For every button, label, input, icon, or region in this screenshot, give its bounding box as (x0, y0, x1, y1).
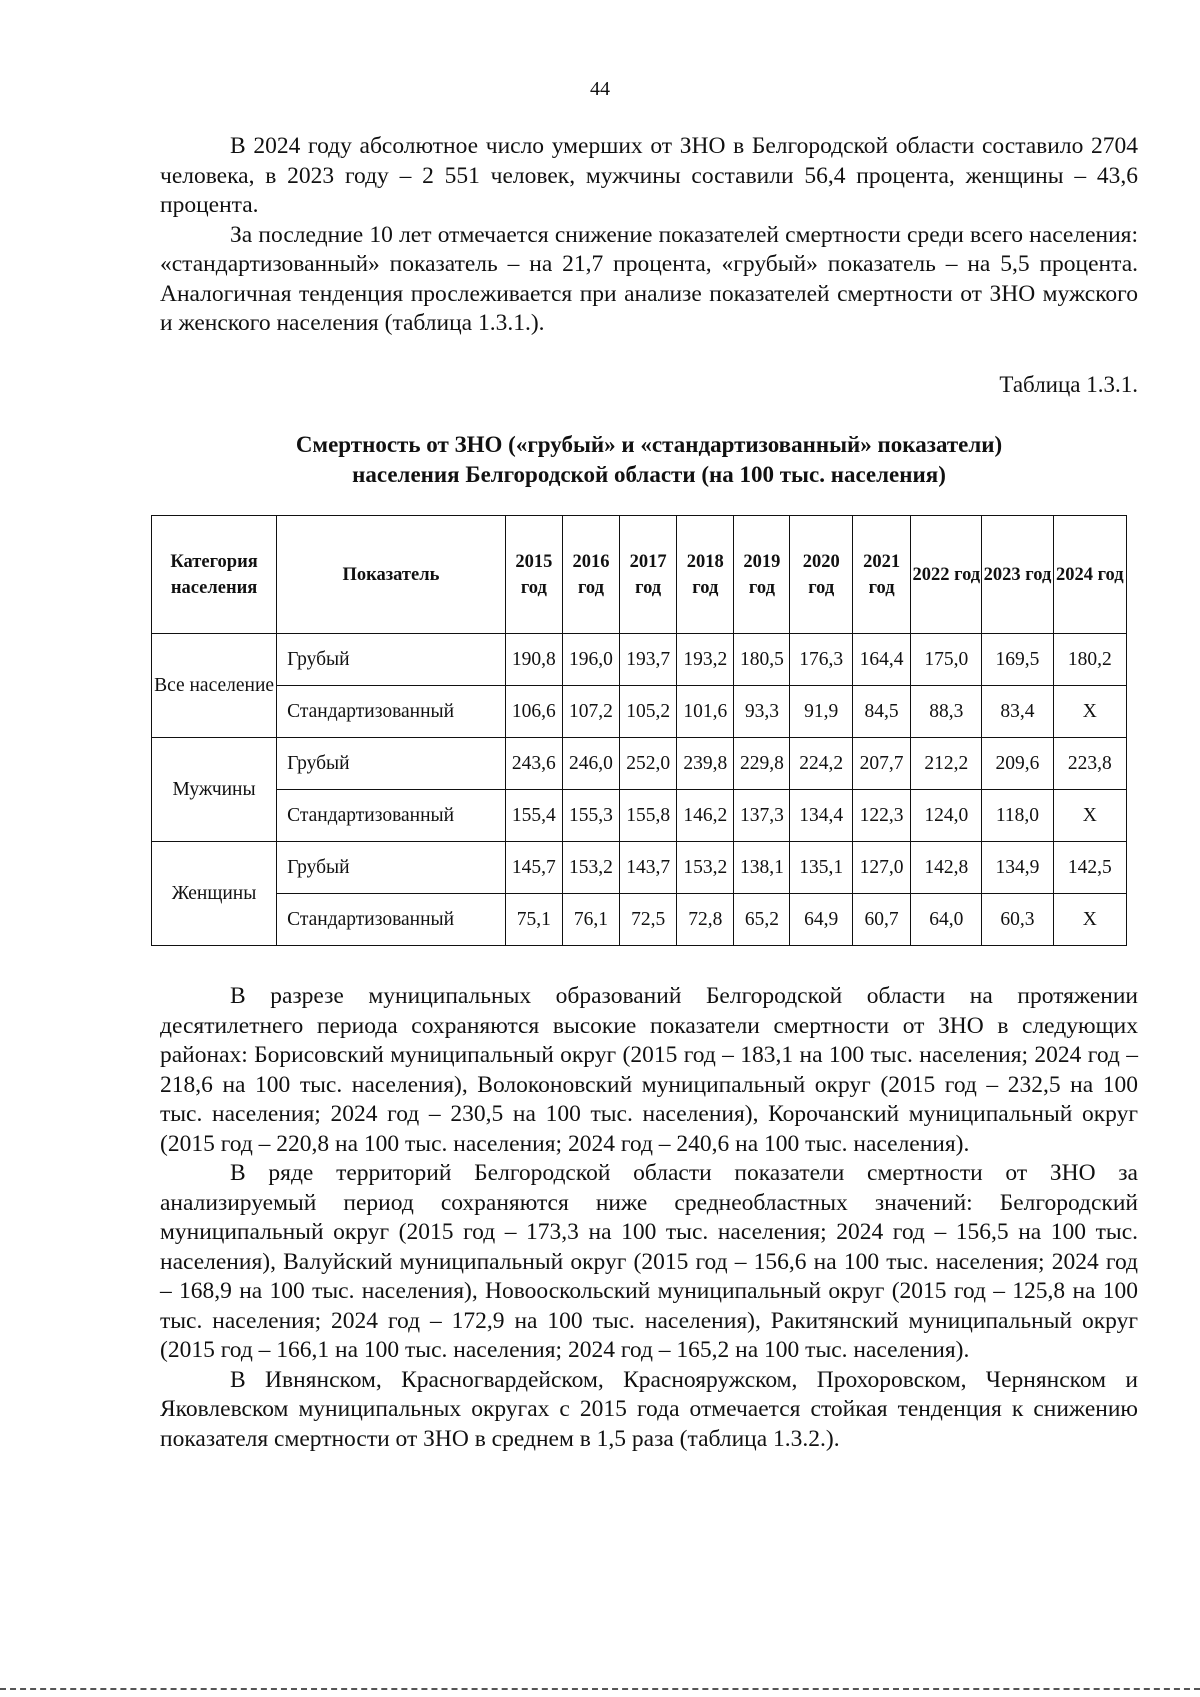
value-cell: 60,7 (853, 894, 911, 946)
paragraph: За последние 10 лет отмечается снижение показателей смертности среди всего населения: «стандартизованный» показатель – на 21,7 процента, «грубый» показатель – на 5,5 процента. Аналогичная тенденция прослеживается при анализе показателей смертности от ЗНО мужского и женского населения (таблица 1.3.1.). (160, 221, 1138, 336)
value-cell: 107,2 (562, 686, 619, 738)
category-cell: Мужчины (152, 738, 277, 842)
mortality-table (151, 515, 1127, 946)
value-cell: X (1053, 894, 1126, 946)
value-cell: 91,9 (790, 686, 853, 738)
value-cell: 127,0 (853, 842, 911, 894)
value-cell: 252,0 (620, 738, 677, 790)
value-cell: 153,2 (562, 842, 619, 894)
header-year: 2019 год (734, 516, 790, 634)
table-row (152, 686, 1127, 738)
indicator-cell: Стандартизованный (277, 894, 506, 946)
paragraph: В ряде территорий Белгородской области показатели смертности от ЗНО за анализируемый период сохраняются ниже среднеобластных значений: Белгородский муниципальный округ (2015 год – 173,3 на 100 тыс. населения; 2024 год – 156,5 на 100 тыс. населения), Валуйский муниципальный округ (2015 год – 156,6 на 100 тыс. населения; 2024 год – 168,9 на 100 тыс. населения), Новооскольский муниципальный округ (2015 год – 125,8 на 100 тыс. населения; 2024 год – 172,9 на 100 тыс. населения), Ракитянский муниципальный округ (2015 год – 166,1 на 100 тыс. населения; 2024 год – 165,2 на 100 тыс. населения). (160, 1160, 1138, 1363)
value-cell: 135,1 (790, 842, 853, 894)
analysis-text (160, 982, 1138, 1454)
value-cell: 155,4 (505, 790, 562, 842)
value-cell: 83,4 (982, 686, 1053, 738)
indicator-cell: Грубый (277, 842, 506, 894)
value-cell: 224,2 (790, 738, 853, 790)
value-cell: 243,6 (505, 738, 562, 790)
value-cell: 223,8 (1053, 738, 1126, 790)
value-cell: 101,6 (677, 686, 734, 738)
value-cell: 212,2 (911, 738, 982, 790)
value-cell: X (1053, 686, 1126, 738)
value-cell: 142,5 (1053, 842, 1126, 894)
value-cell: 60,3 (982, 894, 1053, 946)
category-cell: Все население (152, 634, 277, 738)
table-row (152, 894, 1127, 946)
value-cell: 193,2 (677, 634, 734, 686)
table-label: Таблица 1.3.1. (999, 372, 1138, 397)
value-cell: 65,2 (734, 894, 790, 946)
table-row (152, 842, 1127, 894)
table-title (160, 430, 1138, 490)
table-row (152, 790, 1127, 842)
value-cell: 72,8 (677, 894, 734, 946)
header-year: 2022 год (911, 516, 982, 634)
value-cell: 164,4 (853, 634, 911, 686)
page-number: 44 (590, 78, 610, 100)
value-cell: 153,2 (677, 842, 734, 894)
category-cell: Женщины (152, 842, 277, 946)
table-header-row (152, 516, 1127, 634)
indicator-cell: Грубый (277, 738, 506, 790)
value-cell: 124,0 (911, 790, 982, 842)
value-cell: 105,2 (620, 686, 677, 738)
value-cell: 180,5 (734, 634, 790, 686)
value-cell: 143,7 (620, 842, 677, 894)
paragraph: В Ивнянском, Красногвардейском, Краснояружском, Прохоровском, Чернянском и Яковлевском муниципальных округах с 2015 года отмечается стойкая тенденция к снижению показателя смертности от ЗНО в среднем в 1,5 раза (таблица 1.3.2.). (160, 1366, 1138, 1452)
value-cell: 145,7 (505, 842, 562, 894)
value-cell: 246,0 (562, 738, 619, 790)
header-year: 2017 год (620, 516, 677, 634)
value-cell: 84,5 (853, 686, 911, 738)
table-title-line: Смертность от ЗНО («грубый» и «стандартизованный» показатели) (295, 432, 1003, 457)
header-year: 2023 год (982, 516, 1053, 634)
table-row (152, 738, 1127, 790)
value-cell: 190,8 (505, 634, 562, 686)
scan-edge-line (0, 1688, 1200, 1690)
value-cell: 106,6 (505, 686, 562, 738)
value-cell: 118,0 (982, 790, 1053, 842)
value-cell: 93,3 (734, 686, 790, 738)
value-cell: 146,2 (677, 790, 734, 842)
value-cell: 88,3 (911, 686, 982, 738)
value-cell: 138,1 (734, 842, 790, 894)
value-cell: 64,9 (790, 894, 853, 946)
header-year: 2015 год (505, 516, 562, 634)
value-cell: 196,0 (562, 634, 619, 686)
header-year: 2016 год (562, 516, 619, 634)
value-cell: 155,8 (620, 790, 677, 842)
value-cell: 64,0 (911, 894, 982, 946)
header-year: 2024 год (1053, 516, 1126, 634)
value-cell: 180,2 (1053, 634, 1126, 686)
value-cell: 155,3 (562, 790, 619, 842)
value-cell: 229,8 (734, 738, 790, 790)
value-cell: 122,3 (853, 790, 911, 842)
value-cell: 209,6 (982, 738, 1053, 790)
table-title-line: населения Белгородской области (на 100 тыс. населения) (352, 462, 946, 487)
header-indicator: Показатель (277, 516, 506, 634)
value-cell: 193,7 (620, 634, 677, 686)
paragraph: В 2024 году абсолютное число умерших от ЗНО в Белгородской области составило 2704 человека, в 2023 году – 2 551 человек, мужчины составили 56,4 процента, женщины – 43,6 процента. (160, 133, 1138, 218)
intro-text (160, 132, 1138, 339)
value-cell: 176,3 (790, 634, 853, 686)
value-cell: 137,3 (734, 790, 790, 842)
value-cell: 142,8 (911, 842, 982, 894)
value-cell: X (1053, 790, 1126, 842)
value-cell: 75,1 (505, 894, 562, 946)
header-year: 2018 год (677, 516, 734, 634)
header-year: 2020 год (790, 516, 853, 634)
indicator-cell: Грубый (277, 634, 506, 686)
indicator-cell: Стандартизованный (277, 686, 506, 738)
value-cell: 76,1 (562, 894, 619, 946)
indicator-cell: Стандартизованный (277, 790, 506, 842)
header-year: 2021 год (853, 516, 911, 634)
value-cell: 175,0 (911, 634, 982, 686)
value-cell: 207,7 (853, 738, 911, 790)
header-category: Категория населения (152, 516, 277, 634)
value-cell: 72,5 (620, 894, 677, 946)
value-cell: 169,5 (982, 634, 1053, 686)
paragraph: В разрезе муниципальных образований Белгородской области на протяжении десятилетнего периода сохраняются высокие показатели смертности от ЗНО в следующих районах: Борисовский муниципальный округ (2015 год – 183,1 на 100 тыс. населения; 2024 год – 218,6 на 100 тыс. населения), Волоконовский муниципальный округ (2015 год – 232,5 на 100 тыс. населения; 2024 год – 230,5 на 100 тыс. населения), Корочанский муниципальный округ (2015 год – 220,8 на 100 тыс. населения; 2024 год – 240,6 на 100 тыс. населения). (160, 983, 1138, 1157)
value-cell: 134,4 (790, 790, 853, 842)
table-row (152, 634, 1127, 686)
value-cell: 239,8 (677, 738, 734, 790)
value-cell: 134,9 (982, 842, 1053, 894)
